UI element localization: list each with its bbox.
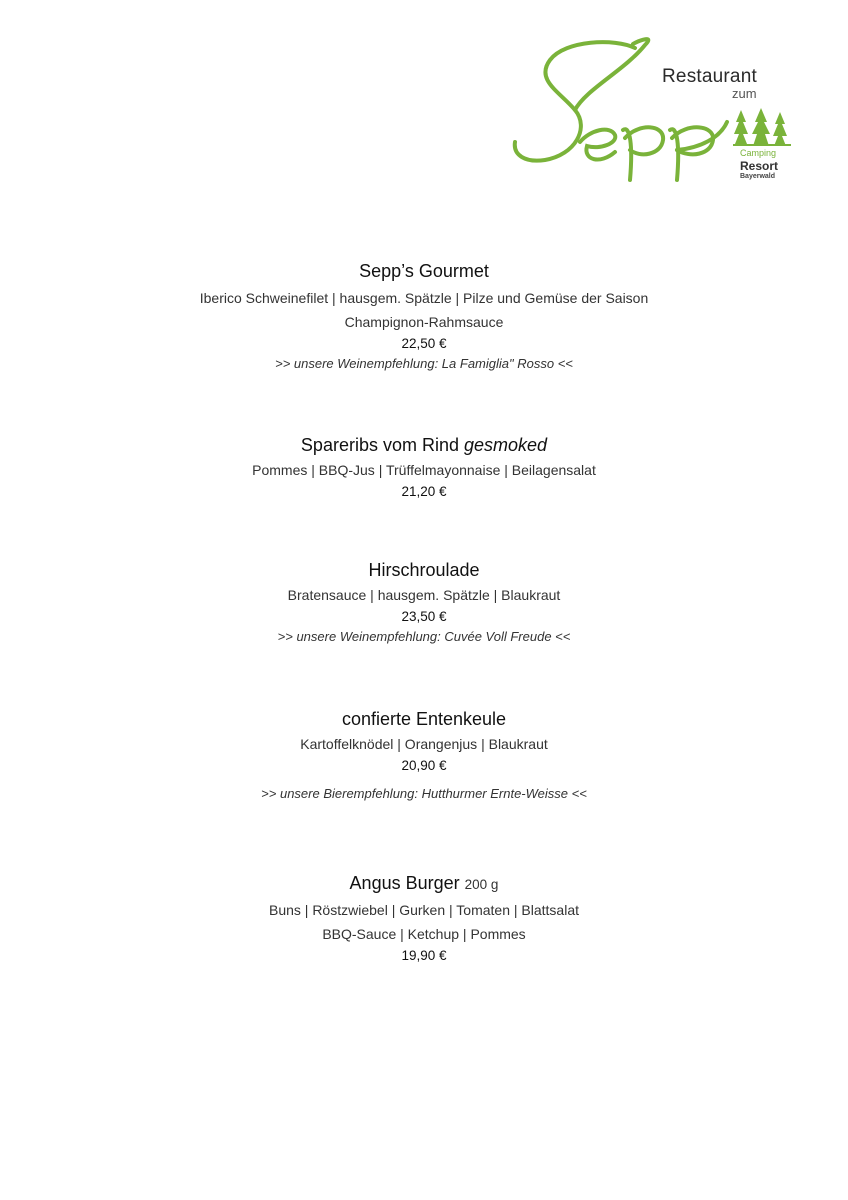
dish-title-main: Angus Burger [349,873,460,893]
dish-price: 23,50 € [401,609,447,624]
restaurant-logo [505,30,795,190]
menu-item [0,559,848,647]
menu-item [0,872,848,966]
dish-title: Hirschroulade [368,560,480,580]
drink-recommendation: >> unsere Weinempfehlung: La Famiglia" Rosso << [275,356,573,371]
dish-description: Kartoffelknödel | Orangenjus | Blaukraut [300,736,548,752]
dish-price: 19,90 € [401,948,447,963]
logo-bayerwald-text: Bayerwald [740,173,776,180]
drink-recommendation: >> unsere Weinempfehlung: Cuvée Voll Freude << [277,629,571,644]
dish-description: Buns | Röstzwiebel | Gurken | Tomaten | Blattsalat [269,902,579,918]
menu-item [0,434,848,502]
menu-item [0,708,848,804]
dish-price: 21,20 € [401,484,447,499]
dish-description: Bratensauce | hausgem. Spätzle | Blaukraut [287,587,561,603]
dish-title [0,872,848,896]
dish-price: 22,50 € [401,336,447,351]
logo-resort-text: Resort [740,159,779,173]
logo-camping-text: Camping [740,148,777,158]
dish-title: Sepp’s Gourmet [359,261,489,281]
drink-recommendation: >> unsere Bierempfehlung: Hutthurmer Ernte-Weisse << [261,786,587,801]
dish-price: 20,90 € [401,758,447,773]
dish-description: Champignon-Rahmsauce [344,314,504,330]
dish-description: Iberico Schweinefilet | hausgem. Spätzle | Pilze und Gemüse der Saison [199,290,649,306]
pine-trees-icon [733,108,793,148]
dish-weight: 200 g [464,877,499,892]
dish-title [0,434,848,456]
dish-description: Pommes | BBQ-Jus | Trüffelmayonnaise | Beilagensalat [252,462,596,478]
menu-item [0,260,848,374]
logo-restaurant-text: Restaurant [662,66,757,87]
logo-zum-text: zum [732,86,757,101]
dish-title-emphasis: gesmoked [464,435,548,455]
dish-description: BBQ-Sauce | Ketchup | Pommes [322,926,526,942]
dish-title-main: Spareribs vom Rind [300,435,459,455]
dish-title: confierte Entenkeule [341,709,507,729]
